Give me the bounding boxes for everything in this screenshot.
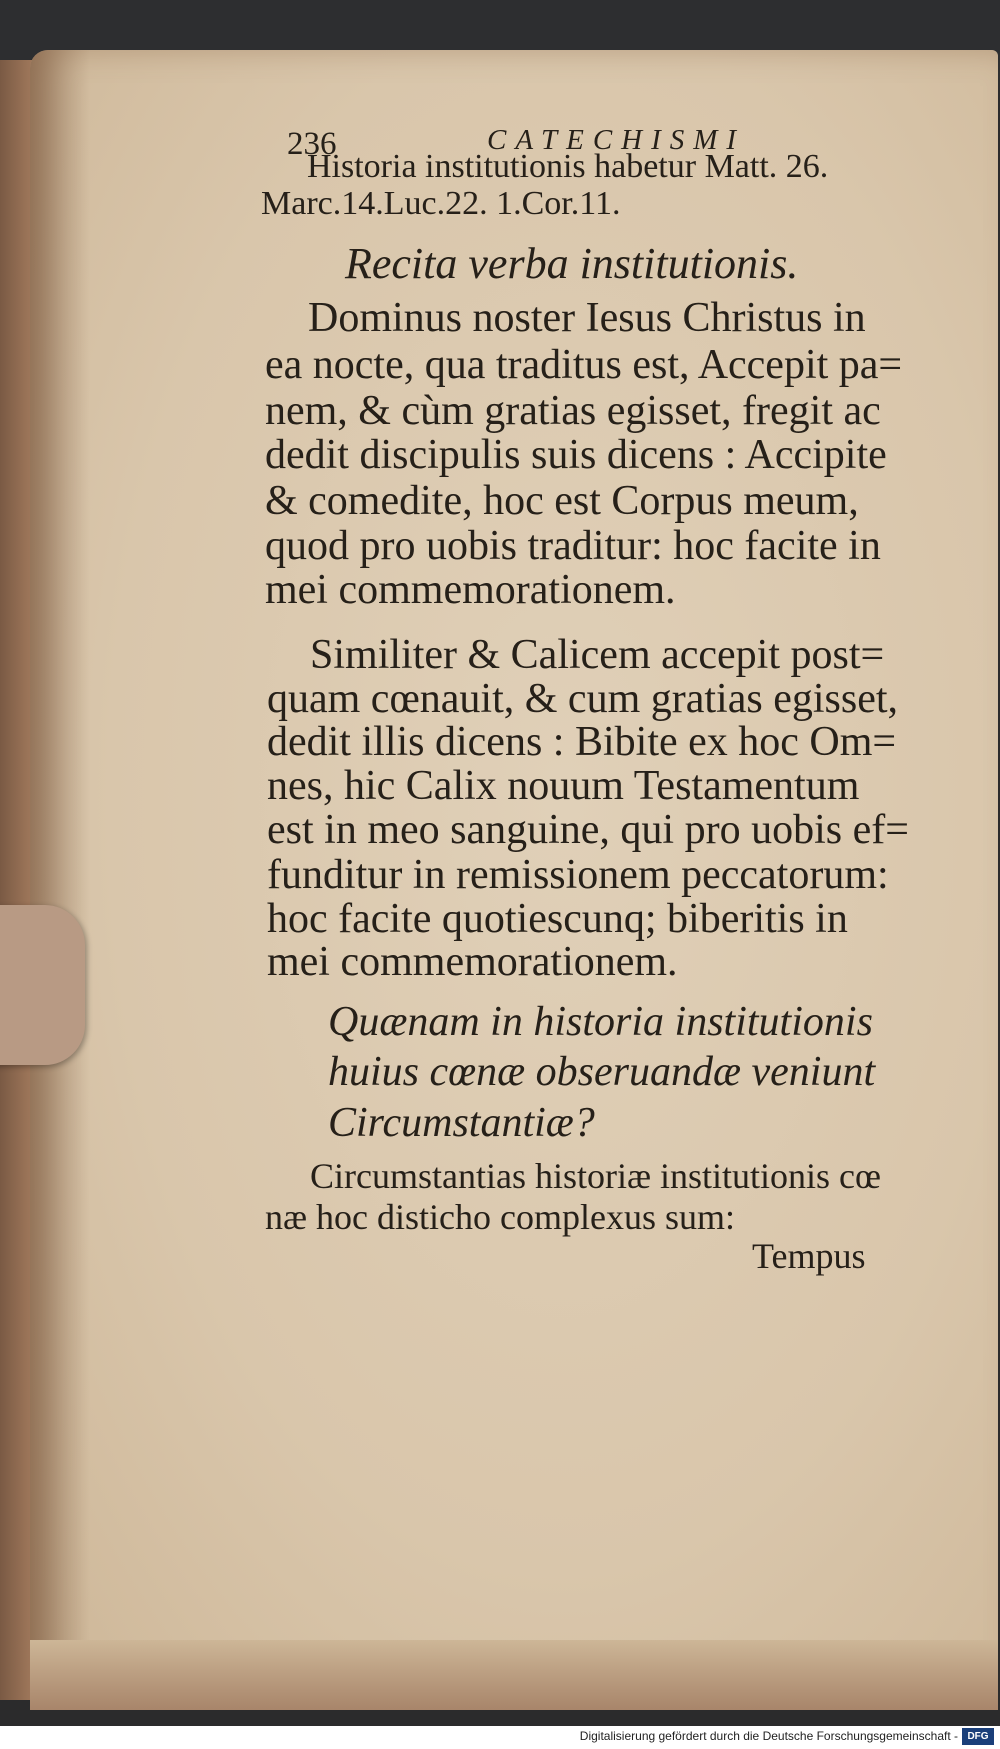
section-heading: Recita verba institutionis. — [345, 239, 799, 288]
question-line: huius cœnæ obseruandæ veniunt — [328, 1049, 876, 1095]
paragraph-line: est in meo sanguine, qui pro uobis ef= — [267, 807, 909, 853]
question-line: Quænam in historia institutionis — [328, 999, 873, 1045]
reference-line: Historia institutionis habetur Matt. 26. — [307, 148, 829, 185]
paragraph-line: Dominus noster Iesus Christus in — [308, 295, 866, 341]
paragraph-line: & comedite, hoc est Corpus meum, — [265, 478, 859, 524]
paragraph-line: mei commemorationem. — [267, 939, 678, 985]
paragraph-line: nes, hic Calix nouum Testamentum — [267, 763, 860, 809]
catchword: Tempus — [752, 1236, 866, 1276]
paragraph-line: mei commemorationem. — [265, 567, 676, 613]
paragraph-line: hoc facite quotiescunq; biberitis in — [267, 896, 848, 942]
paragraph-line: dedit illis dicens : Bibite ex hoc Om= — [267, 719, 897, 765]
reference-line: Marc.14.Luc.22. 1.Cor.11. — [261, 185, 621, 222]
running-head: CATECHISMI — [487, 124, 746, 156]
page-marker-tab — [0, 905, 85, 1065]
funding-credit: Digitalisierung gefördert durch die Deutsche Forschungsgemeinschaft - — [579, 1729, 958, 1743]
paragraph-line: quod pro uobis traditur: hoc facite in — [265, 523, 881, 569]
paragraph-line: Similiter & Calicem accepit post= — [310, 632, 885, 678]
question-line: Circumstantiæ? — [328, 1100, 595, 1146]
paragraph-line: dedit discipulis suis dicens : Accipite — [265, 432, 887, 478]
answer-line: næ hoc disticho complexus sum: — [265, 1197, 735, 1237]
paragraph-line: ea nocte, qua traditus est, Accepit pa= — [265, 342, 903, 388]
page-number: 236 — [287, 126, 337, 162]
paragraph-line: quam cœnauit, & cum gratias egisset, — [267, 676, 899, 722]
page-gutter-shadow — [30, 50, 90, 1710]
page-bottom-edge — [30, 1640, 998, 1710]
paragraph-line: funditur in remissionem peccatorum: — [267, 852, 889, 898]
answer-line: Circumstantias historiæ institutionis cœ — [310, 1156, 881, 1196]
dfg-logo: DFG — [962, 1728, 994, 1745]
paragraph-line: nem, & cùm gratias egisset, fregit ac — [265, 388, 881, 434]
